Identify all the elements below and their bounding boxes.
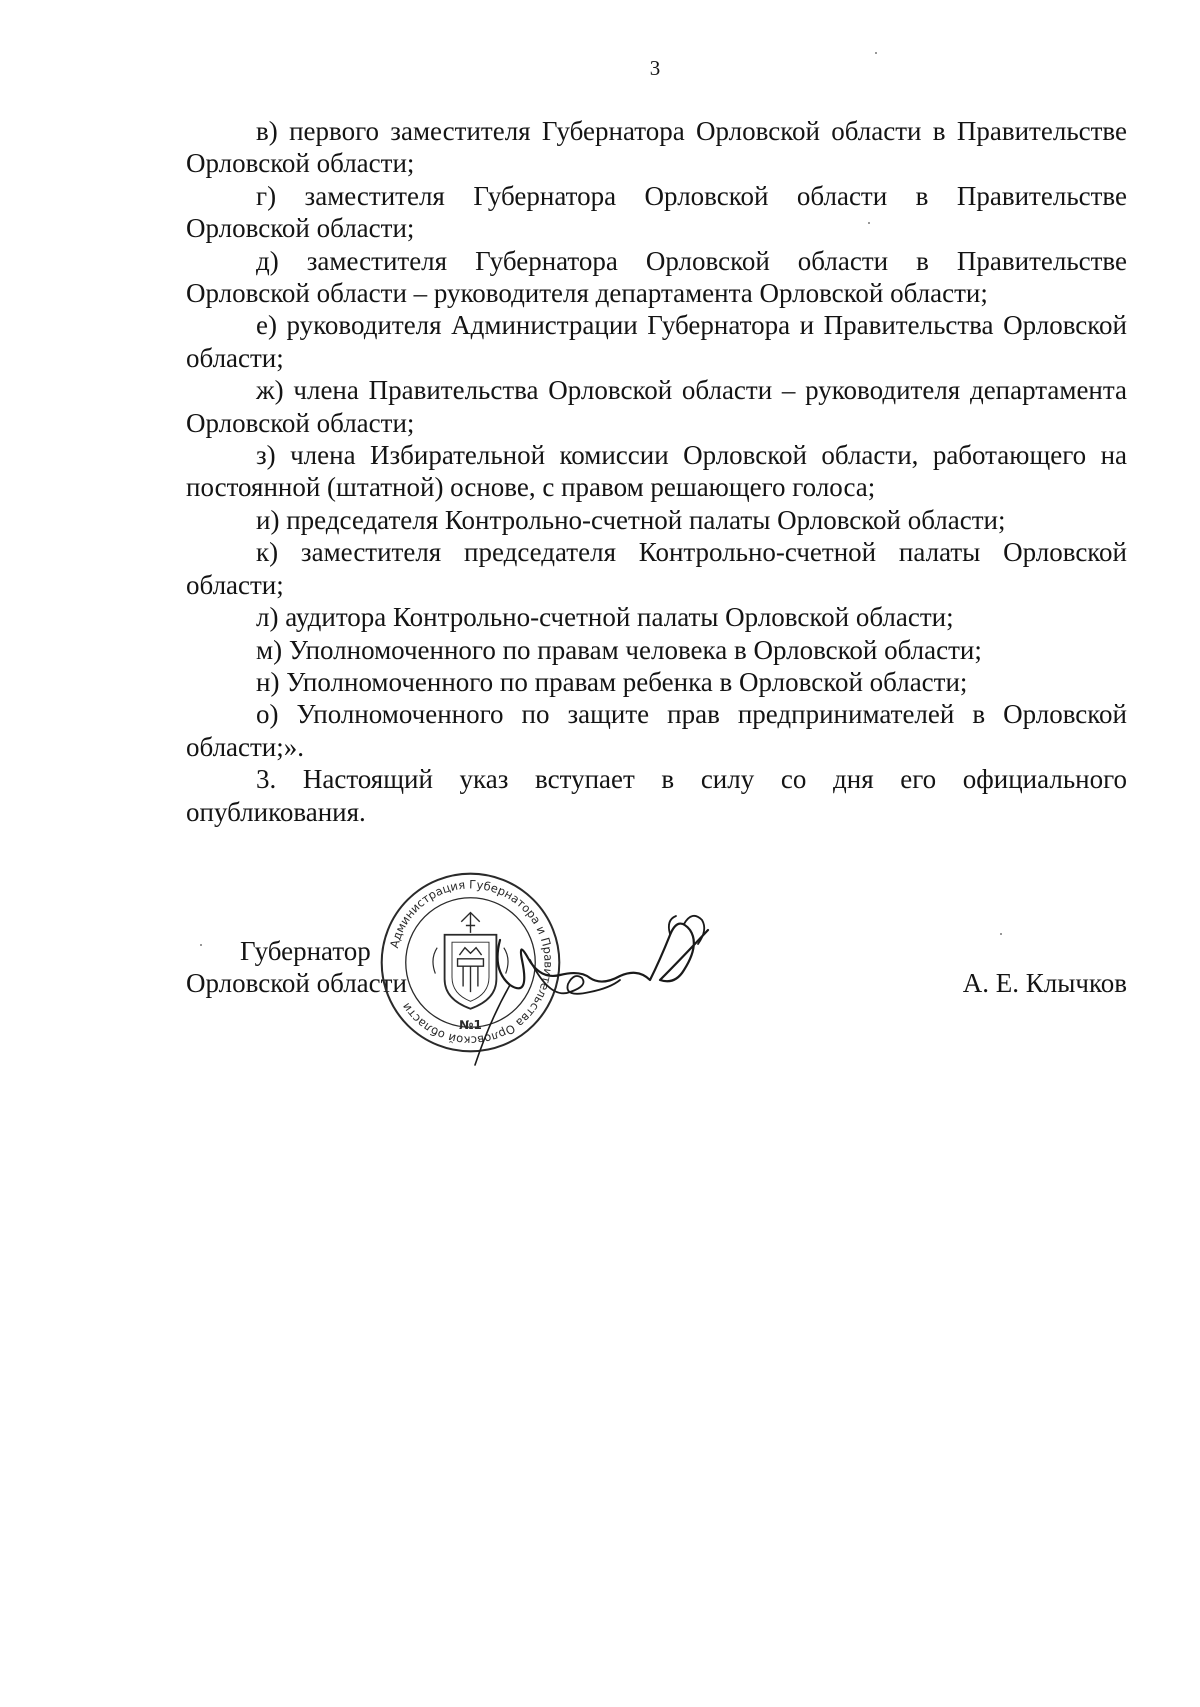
- document-body: [186, 115, 1127, 828]
- list-item: к) заместителя председателя Контрольно-счетной палаты Орловской области;: [186, 537, 1127, 600]
- signatory-title: [186, 935, 407, 1000]
- list-item: ж) члена Правительства Орловской области – руководителя департамента Орловской области;: [186, 375, 1127, 438]
- svg-text:Администрация Губернатора и Пр: Администрация Губернатора и Правительства Орловской области: [387, 877, 556, 1048]
- signatory-title-line1: Губернатор: [240, 936, 371, 966]
- list-item: о) Уполномоченного по защите прав предпринимателей в Орловской области;».: [186, 699, 1127, 762]
- scan-speck: [875, 52, 877, 54]
- list-item: д) заместителя Губернатора Орловской области в Правительстве Орловской области – руководителя департамента Орловской области;: [186, 245, 1127, 309]
- signatory-title-line2: Орловской области: [186, 968, 407, 999]
- list-item: и) председателя Контрольно-счетной палаты Орловской области;: [256, 504, 1006, 535]
- list-item: м) Уполномоченного по правам человека в Орловской области;: [256, 634, 982, 665]
- signatory-name: А. Е. Клычков: [962, 968, 1127, 998]
- page-number: 3: [649, 56, 661, 80]
- list-item: е) руководителя Администрации Губернатора и Правительства Орловской области;: [186, 310, 1127, 373]
- list-item: н) Уполномоченного по правам ребенка в Орловской области;: [256, 666, 968, 697]
- list-item: з) члена Избирательной комиссии Орловской области, работающего на постоянной (штатной) основе, с правом решающего голоса;: [186, 440, 1127, 503]
- scan-speck: [1000, 933, 1002, 935]
- scan-speck: [200, 944, 202, 946]
- list-item: г) заместителя Губернатора Орловской области в Правительстве Орловской области;: [186, 180, 1127, 244]
- list-item: л) аудитора Контрольно-счетной палаты Орловской области;: [256, 602, 954, 633]
- list-item: в) первого заместителя Губернатора Орловской области в Правительстве Орловской области;: [186, 116, 1127, 179]
- scan-speck: [868, 222, 870, 224]
- svg-text:№1: №1: [459, 1018, 482, 1033]
- closing-paragraph: 3. Настоящий указ вступает в силу со дня его официального опубликования.: [186, 764, 1127, 827]
- handwritten-signature: [470, 900, 730, 1070]
